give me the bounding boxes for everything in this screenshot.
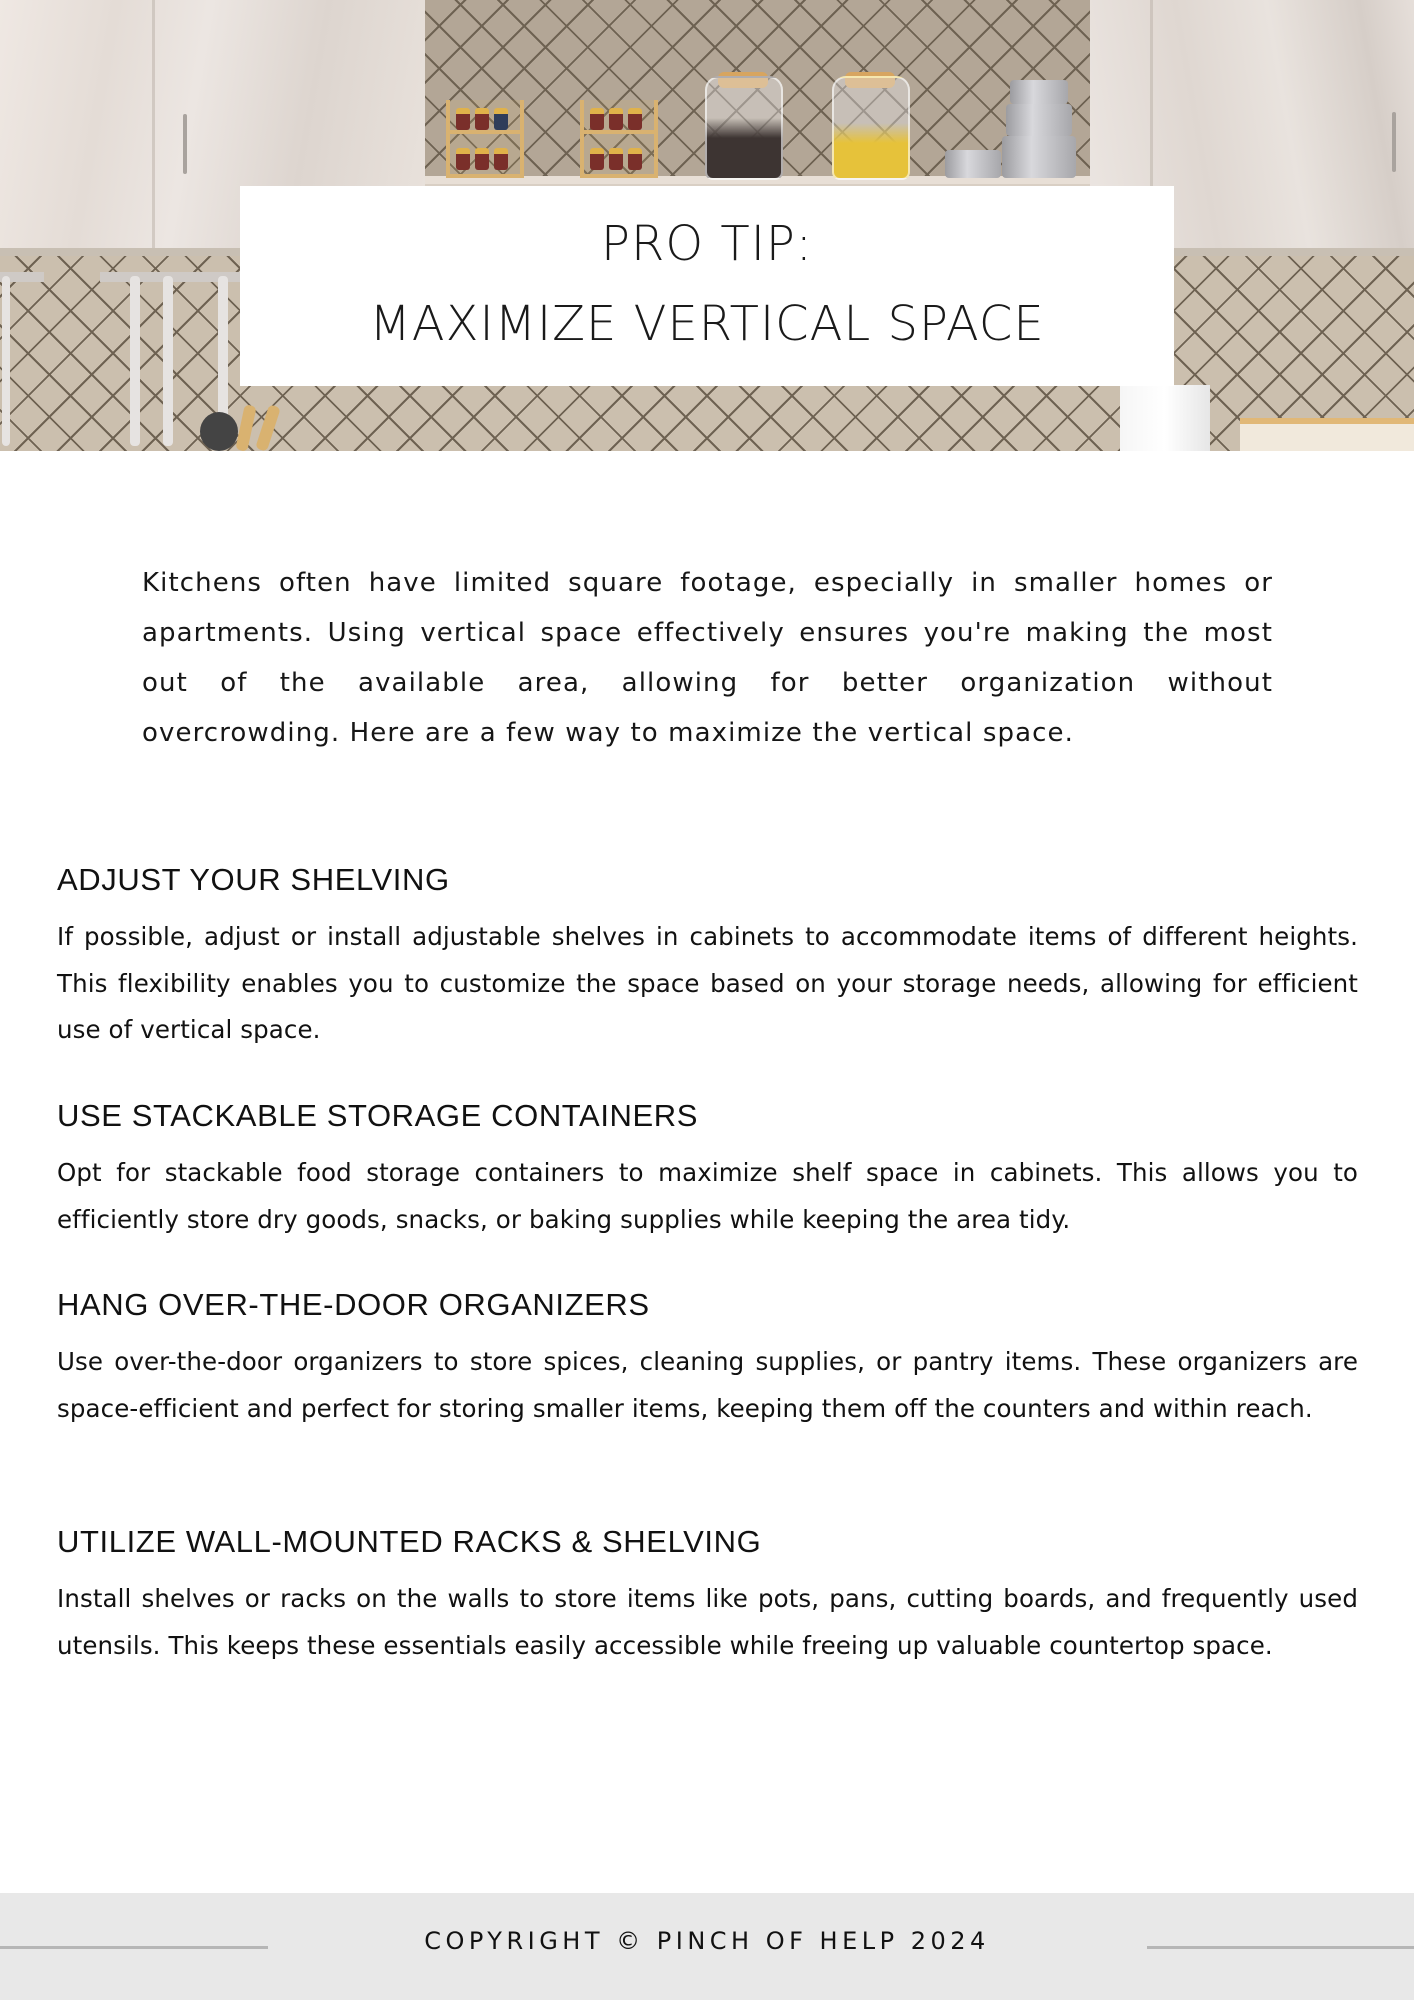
tip-section	[57, 1285, 1358, 1522]
footer-rule-right	[1147, 1946, 1414, 1949]
tip-heading: UTILIZE WALL-MOUNTED RACKS & SHELVING	[57, 1524, 762, 1559]
footer	[0, 1893, 1414, 2000]
spatula	[163, 276, 173, 446]
tip-section	[57, 1522, 1358, 1669]
intro-paragraph: Kitchens often have limited square footage, especially in smaller homes or apartments. Using vertical space effectively ensures you're making the most out of the available area, allowing for better organization without overcrowding. Here are a few way to maximize the vertical space.	[142, 568, 1273, 748]
tip-body: If possible, adjust or install adjustable shelves in cabinets to accommodate items of different heights. This flexibility enables you to customize the space based on your storage needs, allowing for efficient use of vertical space.	[57, 922, 1358, 1044]
whisk	[2, 276, 10, 446]
wooden-drawer	[1240, 418, 1414, 451]
tip-heading: ADJUST YOUR SHELVING	[57, 862, 450, 897]
ladle	[130, 276, 140, 446]
page-title: MAXIMIZE VERTICAL SPACE	[369, 296, 1045, 352]
tip-body: Use over-the-door organizers to store spices, cleaning supplies, or pantry items. These organizers are space-efficient and perfect for storing smaller items, keeping them off the counters and within reach.	[57, 1347, 1358, 1423]
tip-body: Opt for stackable food storage containers to maximize shelf space in cabinets. This allows you to efficiently store dry goods, snacks, or baking supplies while keeping the area tidy.	[57, 1158, 1358, 1234]
hero-banner	[0, 0, 1414, 451]
tip-section	[57, 860, 1358, 1096]
glass-jar	[832, 76, 910, 180]
tip-heading: USE STACKABLE STORAGE CONTAINERS	[57, 1098, 699, 1133]
title-card	[240, 186, 1174, 386]
title-line-1: PRO TIP:	[601, 216, 813, 272]
tip-section	[57, 1096, 1358, 1285]
glass-jar	[705, 76, 783, 180]
paper-towel-roll	[1120, 385, 1210, 451]
copyright-text: COPYRIGHT © PINCH OF HELP 2024	[424, 1927, 990, 1955]
tips-list	[57, 860, 1358, 1669]
tip-heading: HANG OVER-THE-DOOR ORGANIZERS	[57, 1287, 650, 1322]
tip-body: Install shelves or racks on the walls to store items like pots, pans, cutting boards, and frequently used utensils. This keeps these essentials easily accessible while freeing up valuable countertop space.	[57, 1584, 1358, 1660]
